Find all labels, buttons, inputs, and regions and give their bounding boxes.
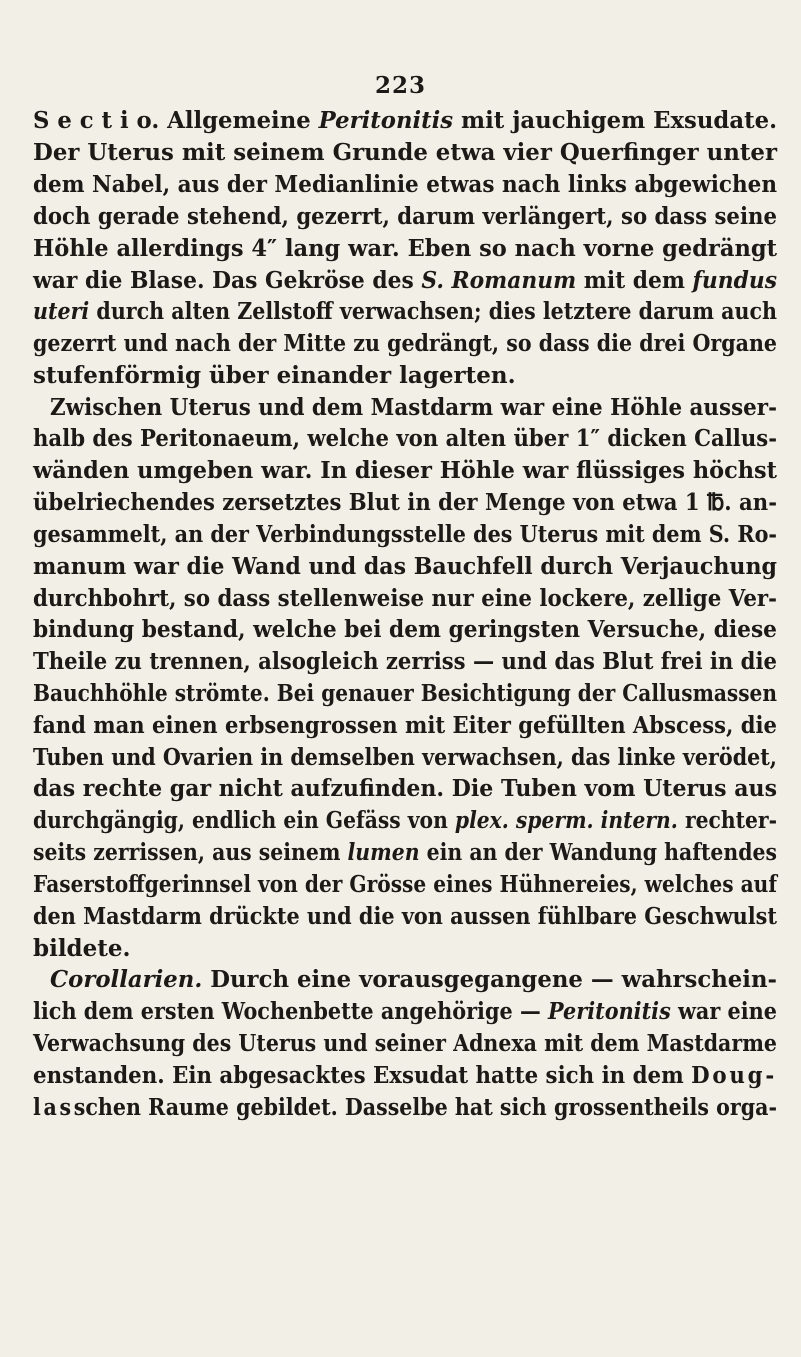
text-segment: den Mastdarm drückte und die von aussen fühlbare Geschwulst	[33, 903, 777, 930]
page-number: 223	[374, 72, 426, 99]
text-segment: doch gerade stehend, gezerrt, darum verlängert, so dass seine	[33, 203, 777, 230]
text-segment: seits zerrissen, aus seinem	[33, 839, 348, 866]
text-line	[33, 201, 801, 233]
text-line	[33, 137, 801, 169]
italic-term: lumen	[347, 839, 420, 866]
text-line	[33, 360, 801, 392]
text-line	[50, 964, 801, 996]
text-line	[33, 296, 801, 328]
text-segment: das rechte gar nicht aufzufinden. Die Tuben vom Uterus aus	[33, 775, 777, 802]
text-line	[33, 519, 801, 551]
text-segment: gezerrt und nach der Mitte zu gedrängt, so dass die drei Organe	[33, 330, 777, 357]
italic-term: S. Romanum	[421, 267, 577, 294]
italic-term: Peritonitis	[547, 998, 671, 1025]
text-line	[33, 583, 801, 615]
text-line	[33, 614, 801, 646]
text-line	[33, 169, 801, 201]
text-line	[33, 869, 801, 901]
text-segment: Höhle allerdings 4″ lang war. Eben so nach vorne gedrängt	[33, 235, 777, 262]
text-segment: durch alten Zellstoff verwachsen; dies letztere darum auch	[89, 298, 777, 325]
text-line	[33, 837, 801, 869]
text-segment: ein an der Wandung haftendes	[419, 839, 777, 866]
text-line	[33, 328, 801, 360]
text-segment: bildete.	[33, 935, 131, 962]
text-segment: S e c t i o. Allgemeine	[33, 107, 319, 134]
text-segment: durchgängig, endlich ein Gefäss von	[33, 807, 455, 834]
text-segment: dem Nabel, aus der Medianlinie etwas nach links abgewichen	[33, 171, 777, 198]
text-segment: wänden umgeben war. In dieser Höhle war flüssiges höchst	[33, 457, 777, 484]
text-segment: las	[33, 1094, 74, 1121]
text-segment: stufenförmig über einander lagerten.	[33, 362, 516, 389]
text-line	[33, 805, 801, 837]
text-segment: gesammelt, an der Verbindungsstelle des Uterus mit dem S. Ro-	[33, 521, 777, 548]
text-line	[33, 678, 801, 710]
text-segment: Verwachsung des Uterus und seiner Adnexa mit dem Mastdarme	[33, 1030, 777, 1057]
italic-term: plex. sperm. intern.	[454, 807, 678, 834]
text-line	[33, 423, 801, 455]
text-line	[33, 487, 801, 519]
text-line	[33, 551, 801, 583]
text-segment: Theile zu trennen, alsogleich zerriss — und das Blut frei in die	[33, 648, 777, 675]
text-segment: durchbohrt, so dass stellenweise nur eine lockere, zellige Ver-	[33, 585, 777, 612]
text-line	[33, 710, 801, 742]
text-segment: Doug-	[691, 1062, 777, 1089]
text-segment: Der Uterus mit seinem Grunde etwa vier Querfinger unter	[33, 139, 777, 166]
text-segment: Bauchhöhle strömte. Bei genauer Besichtigung der Callusmassen	[33, 680, 777, 707]
text-line	[33, 233, 801, 265]
italic-term: fundus	[692, 267, 777, 294]
text-segment: übelriechendes zersetztes Blut in der Menge von etwa 1 ℔. an-	[33, 489, 777, 516]
text-line	[33, 933, 801, 965]
text-segment: Tuben und Ovarien in demselben verwachsen, das linke verödet,	[33, 744, 777, 771]
text-segment: schen Raume gebildet. Dasselbe hat sich grossentheils orga-	[73, 1094, 778, 1121]
text-segment: Faserstoffgerinnsel von der Grösse eines Hühnereies, welches auf	[33, 871, 777, 898]
text-line	[50, 392, 801, 424]
text-line	[33, 1028, 801, 1060]
text-line	[33, 455, 801, 487]
text-segment: manum war die Wand und das Bauchfell durch Verjauchung	[33, 553, 777, 580]
text-line	[33, 996, 801, 1028]
text-segment: fand man einen erbsengrossen mit Eiter gefüllten Abscess, die	[33, 712, 777, 739]
text-line	[33, 265, 801, 297]
text-line	[33, 742, 801, 774]
text-segment: war eine	[670, 998, 777, 1025]
text-line	[33, 1092, 801, 1124]
text-segment: mit jauchigem Exsudate.	[453, 107, 777, 134]
text-line	[33, 1060, 801, 1092]
text-segment: Zwischen Uterus und dem Mastdarm war eine Höhle ausser-	[50, 394, 777, 421]
text-line	[33, 646, 801, 678]
text-segment: rechter-	[677, 807, 777, 834]
text-segment: bindung bestand, welche bei dem geringsten Versuche, diese	[33, 616, 777, 643]
text-segment: enstanden. Ein abgesacktes Exsudat hatte sich in dem	[33, 1062, 692, 1089]
italic-term: uteri	[33, 298, 90, 325]
text-segment: halb des Peritonaeum, welche von alten über 1″ dicken Callus-	[33, 425, 777, 452]
text-segment: Durch eine vorausgegangene — wahrschein-	[202, 966, 777, 993]
italic-term: Corollarien.	[50, 966, 203, 993]
text-line	[33, 901, 801, 933]
text-segment: war die Blase. Das Gekröse des	[33, 267, 422, 294]
text-segment: mit dem	[576, 267, 693, 294]
text-line	[33, 773, 801, 805]
italic-term: Peritonitis	[318, 107, 454, 134]
text-line	[33, 105, 801, 137]
text-segment: lich dem ersten Wochenbette angehörige —	[33, 998, 548, 1025]
